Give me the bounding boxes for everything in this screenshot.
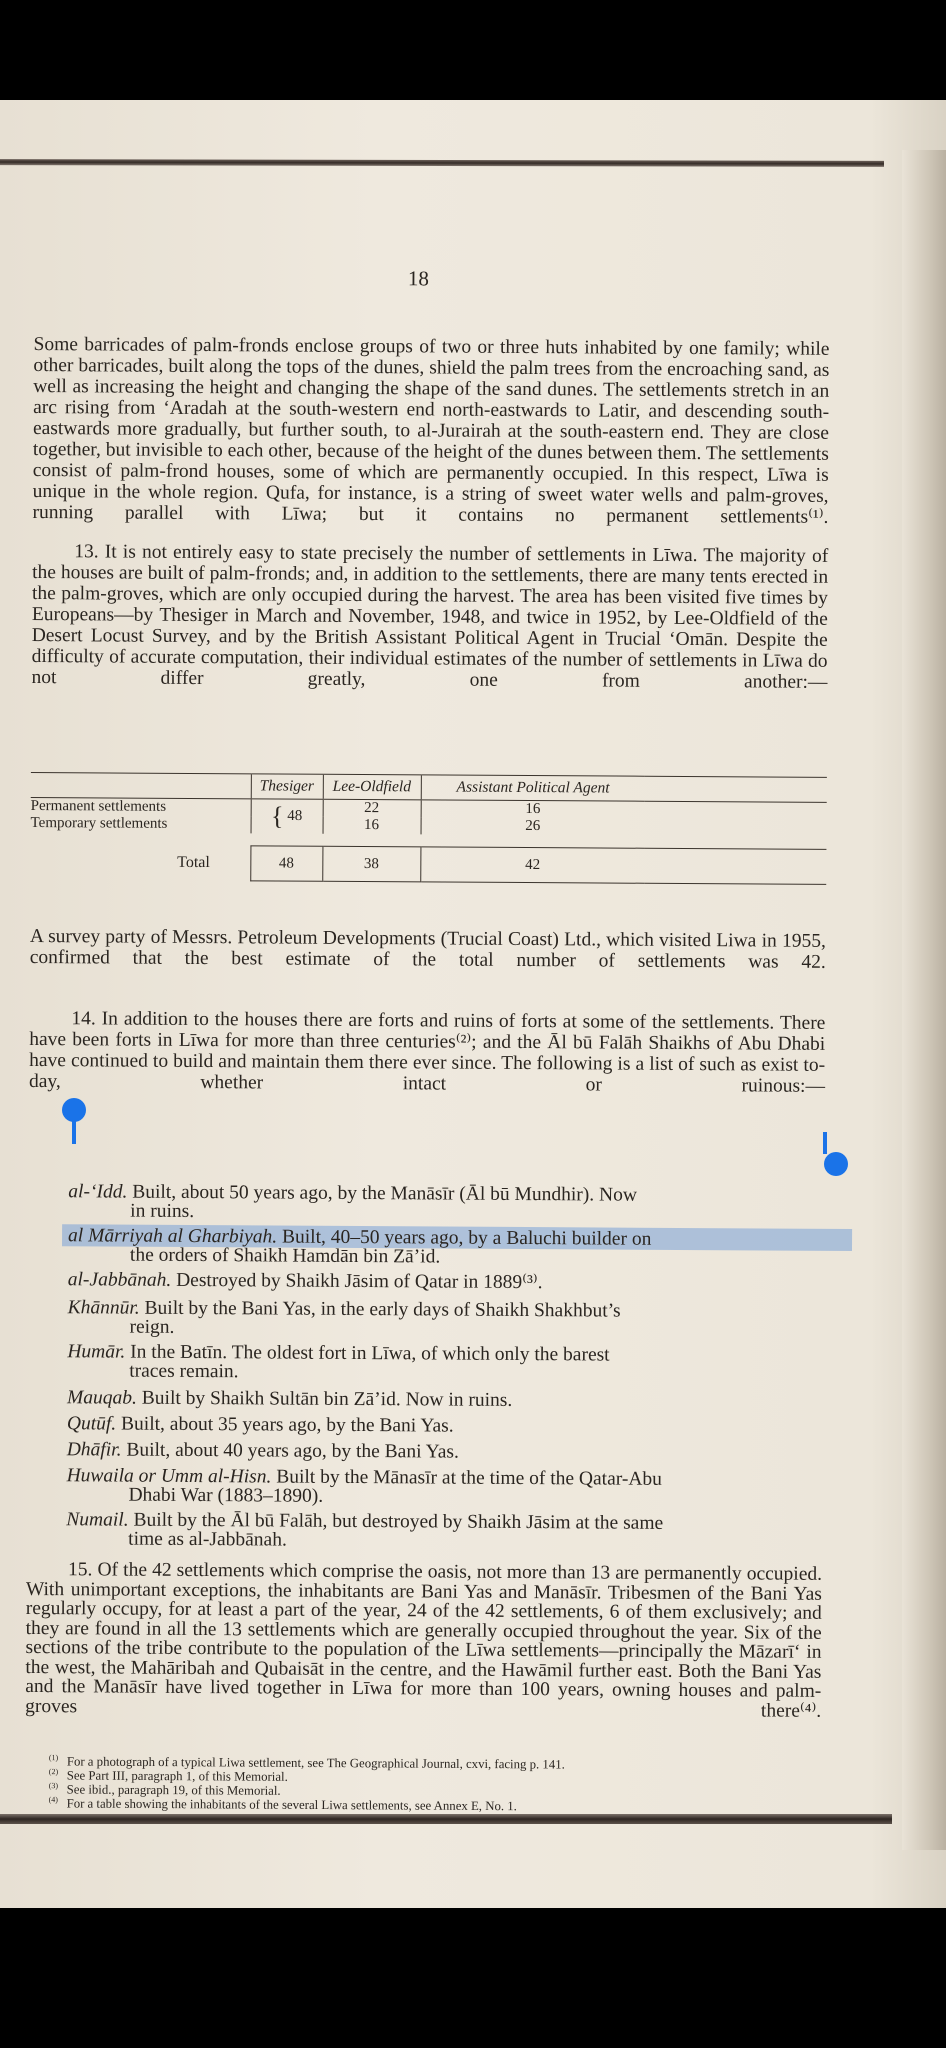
header-thesiger: Thesiger xyxy=(251,774,323,799)
lee-value: 22 xyxy=(323,799,421,817)
list-item[interactable]: Huwaila or Umm al-Hisn. Built by the Mānasīr at the time of the Qatar-Abu Dhabi War (1883–1890). xyxy=(66,1465,663,1507)
selection-end-handle[interactable] xyxy=(824,1152,848,1176)
list-item-selected[interactable]: al Mārriyah al Gharbiyah. Built, 40–50 years ago, by a Baluchi builder on the orders of Shaikh Hamdān bin Zā’id. xyxy=(68,1225,652,1268)
list-item[interactable]: al-Jabbānah. Destroyed by Shaikh Jāsim of Qatar in 1889⁽³⁾. xyxy=(67,1269,543,1294)
list-item[interactable]: Humār. In the Batīn. The oldest fort in Līwa, of which only the barest traces remain. xyxy=(67,1341,610,1383)
page-bottom-edge xyxy=(0,1814,892,1824)
paragraph-12-tail[interactable]: Some barricades of palm-fronds enclose groups of two or three huts inhabited by one family; while other barricades, built along the tops of the dunes, shield the palm trees from the encroaching sand, as well as increasing the height and changing the shape of the sand dunes. The settlements stretch in an arc rising from ‘Aradah at the south-western end north-eastwards to Latir, and descending south-eastwards more gradually, but further south, to al-Jurairah at the south-eastern end. They are close together, but invisible to each other, because of the height of the dunes between them. The settlements consist of palm-frond houses, some of which are permanently occupied. In this respect, Līwa is unique in the whole region. Qufa, for instance, is a string of sweet water wells and palm-groves, running parallel with Līwa; but it contains no permanent settlements⁽¹⁾. xyxy=(32,333,830,528)
settlements-estimate-table xyxy=(30,772,827,885)
paragraph-15[interactable]: 15. Of the 42 settlements which comprise the oasis, not more than 13 are permanently occupied. With unimportant exceptions, the inhabitants are Bani Yas and Manāsīr. Tribesmen of the Bani Yas regularly occupy, for at least a part of the year, 24 of the 42 settlements, 6 of them exclusively; and they are found in all the 13 settlements which are generally occupied throughout the year. Six of the sections of the tribe contribute to the population of the Līwa settlements—principally the Māzarī‘ in the west, the Mahāribah and Qubaisāt in the centre, and the Hawāmil further east. Both the Bani Yas and the Manāsīr have lived together in Līwa for more than 100 years, owning houses and palm-groves there⁽⁴⁾. xyxy=(25,1559,823,1722)
footnote: $^{(1)}$ For a photograph of a typical Liwa settlement, see The Geographical Journal, cxvi, facing p. 141. xyxy=(48,1753,565,1772)
table-total-row xyxy=(30,844,826,884)
header-assistant-political-agent: Assistant Political Agent xyxy=(421,775,645,801)
list-item[interactable]: Numail. Built by the Āl bū Falāh, but destroyed by Shaikh Jāsim at the same time as al-Jabbānah. xyxy=(66,1509,664,1551)
apa-value: 26 xyxy=(421,817,645,835)
document-page xyxy=(25,264,834,1814)
paragraph-13[interactable]: 13. It is not entirely easy to state precisely the number of settlements in Līwa. The majority of the houses are built of palm-fronds; and, in addition to the settlements, there are many tents erected in the palm-groves, which are only occupied during the harvest. The area has been visited five times by Europeans—by Thesiger in March and November, 1948, and twice in 1952, by Lee-Oldfield of the Desert Locust Survey, and by the British Assistant Political Agent in Trucial ‘Omān. Despite the difficulty of accurate computation, their individual estimates of the number of settlements in Līwa do not differ greatly, one from another:— xyxy=(31,541,829,693)
book-binding-shadow xyxy=(902,150,946,1850)
apa-value: 16 xyxy=(421,800,645,819)
lee-value: 16 xyxy=(323,817,421,835)
selection-start-handle-stem[interactable] xyxy=(72,1118,76,1144)
scanned-page xyxy=(0,100,946,1908)
page-top-edge xyxy=(0,159,884,167)
row-label: Temporary settlements xyxy=(30,814,168,832)
header-lee-oldfield: Lee-Oldfield xyxy=(323,774,421,800)
thesiger-combined-value: { 48 xyxy=(251,799,323,834)
row-label: Permanent settlements xyxy=(30,797,167,815)
page-number: 18 xyxy=(407,266,429,291)
list-item[interactable]: Mauqab. Built by Shaikh Sultān bin Zā’id. Now in ruins. xyxy=(67,1387,513,1411)
list-item[interactable]: Qutūf. Built, about 35 years ago, by the Bani Yas. xyxy=(66,1413,454,1437)
total-label: Total xyxy=(177,853,210,872)
paragraph-14[interactable]: 14. In addition to the houses there are forts and ruins of forts at some of the settlements. There have been forts in Līwa for more than three centuries⁽²⁾; and the Āl bū Falāh Shaikhs of Abu Dhabi have continued to build and maintain them there ever since. The following is a list of such as exist to-day, whether intact or ruinous:— xyxy=(28,1008,826,1097)
footnote: $^{(3)}$ See ibid., paragraph 19, of this Memorial. xyxy=(48,1781,281,1798)
list-item[interactable]: Dhāfir. Built, about 40 years ago, by the Bani Yas. xyxy=(66,1439,459,1463)
selection-end-handle-stem[interactable] xyxy=(823,1132,827,1154)
list-item[interactable]: al-‘Idd. Built, about 50 years ago, by the Manāsīr (Āl bū Mundhir). Now in ruins. xyxy=(68,1181,638,1222)
total-lee-oldfield: 38 xyxy=(322,846,420,882)
footnote: $^{(2)}$ See Part III, paragraph 1, of this Memorial. xyxy=(48,1767,288,1784)
total-apa: 42 xyxy=(420,847,644,883)
list-item[interactable]: Khānnūr. Built by the Bani Yas, in the early days of Shaikh Shakhbut’s reign. xyxy=(67,1297,621,1338)
footnote: $^{(4)}$ For a table showing the inhabitants of the several Liwa settlements, see Annex E, No. 1. xyxy=(48,1795,517,1814)
total-thesiger: 48 xyxy=(250,846,322,881)
survey-paragraph[interactable]: A survey party of Messrs. Petroleum Developments (Trucial Coast) Ltd., which visited Liwa in 1955, confirmed that the best estimate of the total number of settlements was 42. xyxy=(29,925,826,973)
